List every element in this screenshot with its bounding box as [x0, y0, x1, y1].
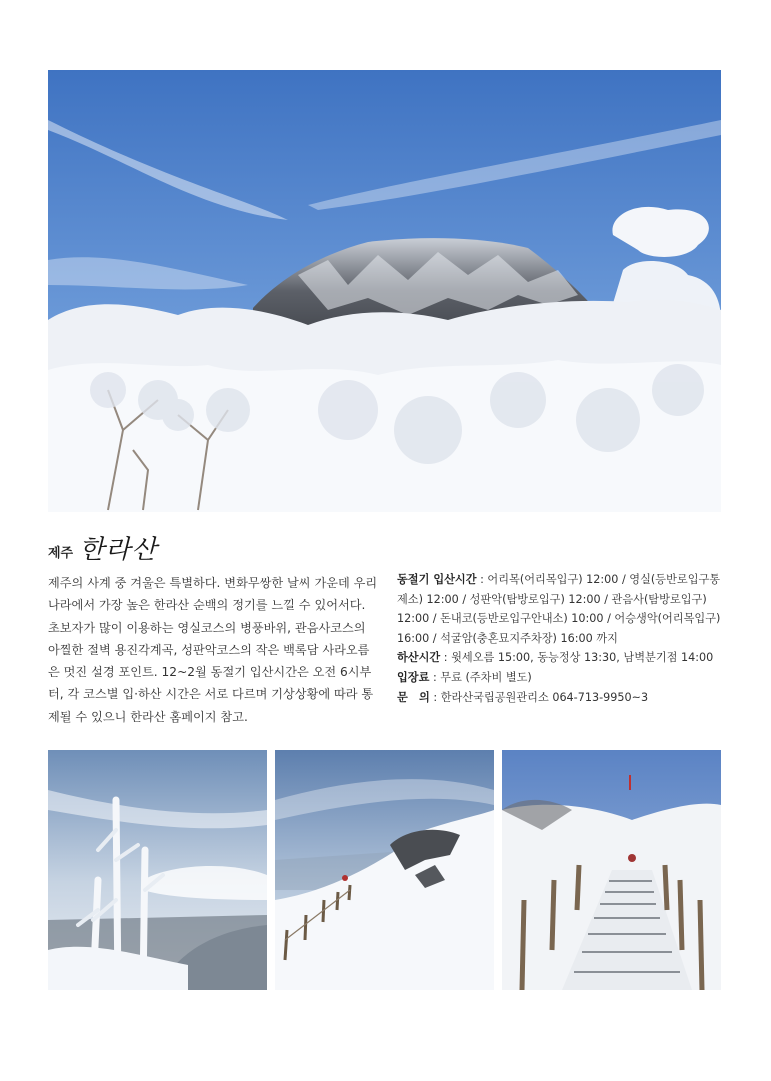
contact-label: 문 의: [397, 690, 430, 704]
winter-entry-text: : 어리목(어리목입구) 12:00 / 영실(등반로입구통제소) 12:00 / 성판악(탐방로입구) 12:00 / 관음사(탐방로입구) 12:00 / 돈내코(등반로입구안내소) 10:00 / 어승생악(어리목입구) 16:00 / 석굴암(충혼묘지주차장) 16:00 까지: [397, 573, 721, 645]
winter-entry-hours: [397, 570, 727, 648]
region-label: 제주: [48, 546, 74, 561]
photo-wooden-stairway: [502, 750, 721, 990]
photo-frosted-trees: [48, 750, 267, 990]
photo-snowy-trail-slope: [275, 750, 494, 990]
photo-strip: [48, 750, 721, 990]
visitor-info: [397, 570, 727, 707]
descent-hours: [397, 648, 727, 668]
contact-text: : 한라산국립공원관리소 064-713-9950~3: [429, 690, 649, 704]
descent-label: 하산시간: [397, 651, 441, 665]
winter-entry-label: 동절기 입산시간: [397, 573, 477, 586]
descent-text: : 윗세오름 15:00, 동능정상 13:30, 남벽분기점 14:00: [440, 651, 714, 665]
admission-fee-text: : 무료 (주차비 별도): [429, 670, 532, 684]
mountain-name-heading: 한라산: [79, 535, 158, 565]
article-title: [48, 532, 157, 566]
contact-info: [397, 688, 727, 708]
admission-fee: [397, 668, 727, 688]
description-paragraph: 제주의 사계 중 겨울은 특별하다. 변화무쌍한 날씨 가운데 우리나라에서 가장 높은 한라산 순백의 정기를 느낄 수 있어서다. 초보자가 많이 이용하는 영실코스의 병풍바위, 관음사코스의 아찔한 절벽 용진각계곡, 성판악코스의 작은 백록담 사라오름은 멋진 설경 포인트. 12~2월 동절기 입산시간은 오전 6시부터, 각 코스별 입·하산 시간은 서로 다르며 기상상황에 따라 통제될 수 있으니 한라산 홈페이지 참고.: [48, 576, 378, 724]
admission-fee-label: 입장료: [397, 670, 430, 684]
hero-photo-hallasan-peak: [48, 70, 721, 512]
